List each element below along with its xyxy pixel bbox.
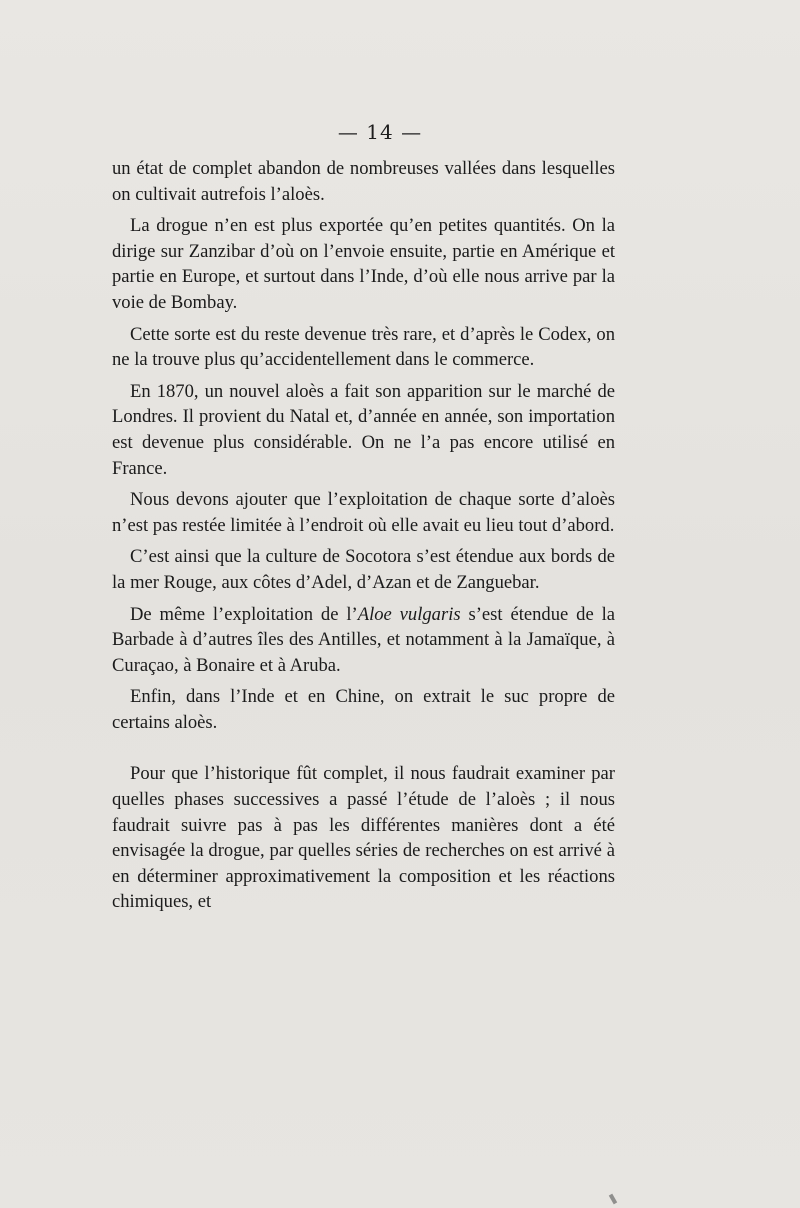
paragraph-6: C’est ainsi que la culture de Socotora s’est étendue aux bords de la mer Rouge, aux côtes d’Adel, d’Azan et de Zanguebar. <box>112 546 615 593</box>
paragraph-7-after: s’est étendue de la Barbade à d’autres îles des Antilles, et notamment à la Jamaïque, à Curaçao, à Bonaire et à Aruba. <box>112 603 616 676</box>
paragraph-3: Cette sorte est du reste devenue très rare, et d’après le Codex, on ne la trouve plus qu’accidentellement dans le commerce. <box>112 323 615 371</box>
paragraph-1: un état de complet abandon de nombreuses vallées dans lesquelles on cultivait autrefois l’aloès. <box>112 158 615 205</box>
ink-speck <box>609 1194 617 1205</box>
paragraph-9: Pour que l’historique fût complet, il nous faudrait examiner par quelles phases successives a passé l’étude de l’aloès ; il nous faudrait suivre pas à pas les différentes manières dont a été envisagée la drogue, par quelles séries de recherches on est arrivé à en déterminer approximativement la composition et les réactions chimiques, et <box>112 763 615 913</box>
page-number: — 14 — <box>337 120 423 144</box>
body-text <box>112 156 615 921</box>
paragraph-5: Nous devons ajouter que l’exploitation de chaque sorte d’aloès n’est pas restée limitée à l’endroit où elle avait eu lieu tout d’abord. <box>112 489 615 536</box>
paragraph-7 <box>112 602 615 679</box>
paragraph-7-before: De même l’exploitation de l’ <box>130 603 358 625</box>
paragraph-4: En 1870, un nouvel aloès a fait son apparition sur le marché de Londres. Il provient du Natal et, d’année en année, son importation est devenue plus considérable. On ne l’a pas encore utilisé en France. <box>112 380 615 479</box>
paragraph-2: La drogue n’en est plus exportée qu’en petites quantités. On la dirige sur Zanzibar d’où on l’envoie ensuite, partie en Amérique et partie en Europe, et surtout dans l’Inde, d’où elle nous arrive par la voie de Bombay. <box>112 215 615 313</box>
paragraph-8: Enfin, dans l’Inde et en Chine, on extrait le suc propre de certains aloès. <box>112 686 615 733</box>
paragraph-7-species-name: Aloe vulgaris <box>357 603 461 625</box>
